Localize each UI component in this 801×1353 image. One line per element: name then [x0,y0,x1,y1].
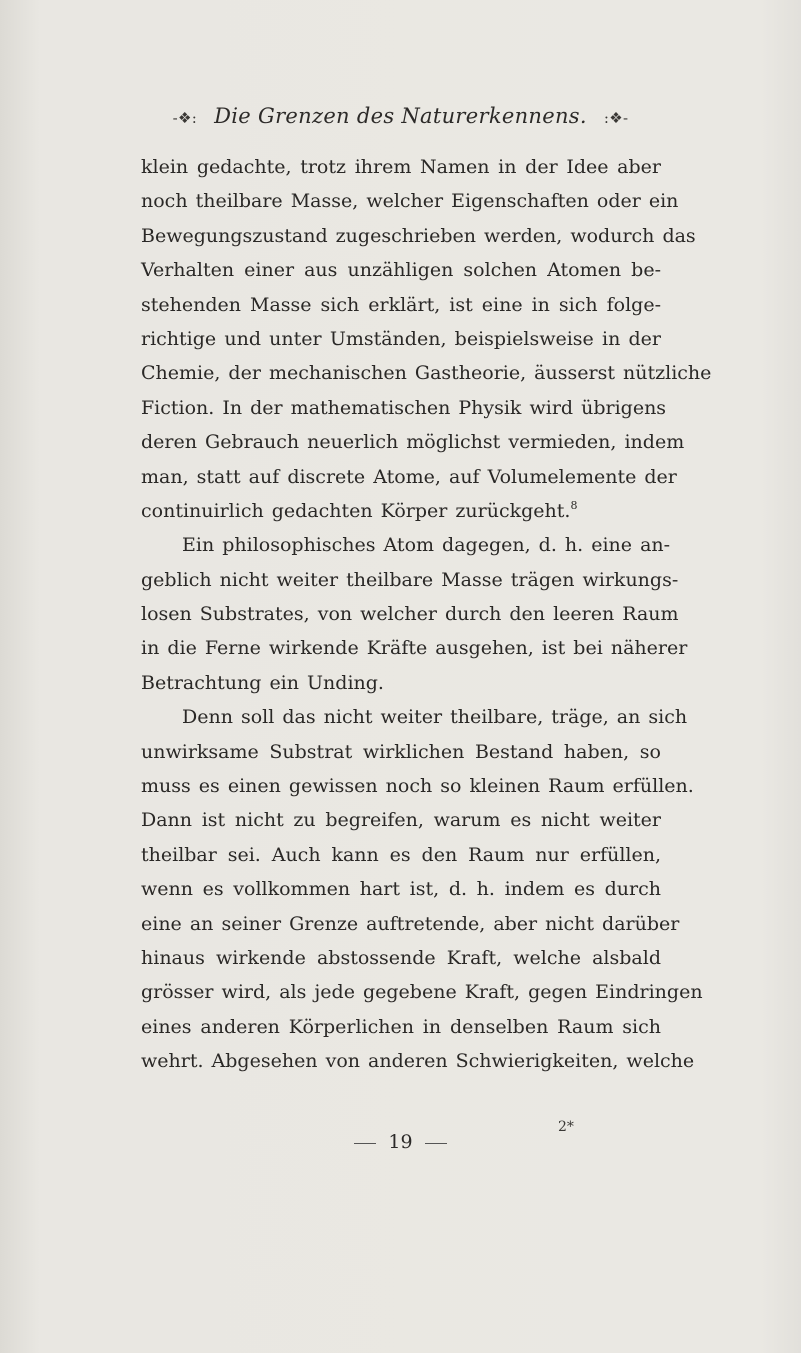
text-line [141,356,712,390]
body-text [141,150,712,1079]
text-line-content: Ein philosophisches Atom dagegen, d. h. eine an- [182,534,671,557]
left-dash [354,1143,376,1144]
text-line-content: unwirksame Substrat wirklichen Bestand haben, so [141,740,661,763]
text-line [141,391,667,425]
text-line [141,769,694,803]
text-line-content: Chemie, der mechanischen Gastheorie, äusserst nützliche [141,362,712,385]
text-line [141,563,679,597]
text-line-content: Denn soll das nicht weiter theilbare, träge, an sich [182,706,688,729]
running-header [0,104,801,128]
text-line [141,150,661,184]
text-line [141,288,661,322]
text-line [141,597,679,631]
text-line [141,975,703,1009]
text-line [141,735,661,769]
text-line [141,528,671,562]
text-line-content: eines anderen Körperlichen in denselben Raum sich [141,1015,661,1038]
right-ornament: :❖- [603,109,629,127]
right-dash [425,1143,447,1144]
footnote-ref[interactable]: 8 [570,498,578,512]
text-line-content: deren Gebrauch neuerlich möglichst vermieden, indem [141,431,685,454]
text-line-content: stehenden Masse sich erklärt, ist eine in sich folge- [141,293,661,316]
text-line-content: hinaus wirkende abstossende Kraft, welche alsbald [141,946,661,969]
text-line [141,322,661,356]
text-line-content: muss es einen gewissen noch so kleinen Raum erfüllen. [141,775,694,798]
text-line [141,494,661,528]
text-line [141,838,661,872]
text-line-content: grösser wird, als jede gegebene Kraft, gegen Eindringen [141,981,703,1004]
text-line [141,631,688,665]
text-line-content: in die Ferne wirkende Kräfte ausgehen, ist bei näherer [141,637,688,660]
text-line-content: continuirlich gedachten Körper zurückgeht. [141,499,571,522]
text-line [141,803,661,837]
text-line-content: wenn es vollkommen hart ist, d. h. indem es durch [141,878,661,901]
page-footer [0,1131,801,1153]
text-line-content: wehrt. Abgesehen von anderen Schwierigkeiten, welche [141,1050,695,1073]
page-number: 19 [388,1131,413,1153]
text-line [141,941,661,975]
text-line-content: Dann ist nicht zu begreifen, warum es nicht weiter [141,809,661,832]
text-line [141,872,661,906]
running-title: Die Grenzen des Naturerkennens. [214,104,587,128]
text-line [141,666,661,700]
text-line [141,425,685,459]
text-line-content: Verhalten einer aus unzähligen solchen Atomen be- [141,259,661,282]
text-line-content: Bewegungszustand zugeschrieben werden, wodurch das [141,224,696,247]
left-ornament: -❖: [172,109,198,127]
text-line-content: noch theilbare Masse, welcher Eigenschaften oder ein [141,190,679,213]
text-line-content: richtige und unter Umständen, beispielsweise in der [141,327,661,350]
text-line [141,907,680,941]
text-line [141,184,679,218]
text-line-content: man, statt auf discrete Atome, auf Volumelemente der [141,465,677,488]
text-line-content: klein gedachte, trotz ihrem Namen in der Idee aber [141,156,661,178]
text-line [141,460,677,494]
text-line [141,1044,695,1078]
text-line-content: geblich nicht weiter theilbare Masse trägen wirkungs- [141,568,679,591]
text-line-content: Fiction. In der mathematischen Physik wird übrigens [141,396,667,419]
text-line-content: eine an seiner Grenze auftretende, aber nicht darüber [141,912,680,935]
text-line-content: losen Substrates, von welcher durch den leeren Raum [141,603,679,626]
text-line-content: Betrachtung ein Unding. [141,671,384,694]
text-line [141,700,688,734]
signature-mark: 2* [558,1119,574,1135]
text-line [141,219,696,253]
text-line-content: theilbar sei. Auch kann es den Raum nur erfüllen, [141,843,661,866]
text-line [141,253,661,287]
text-line [141,1010,661,1044]
